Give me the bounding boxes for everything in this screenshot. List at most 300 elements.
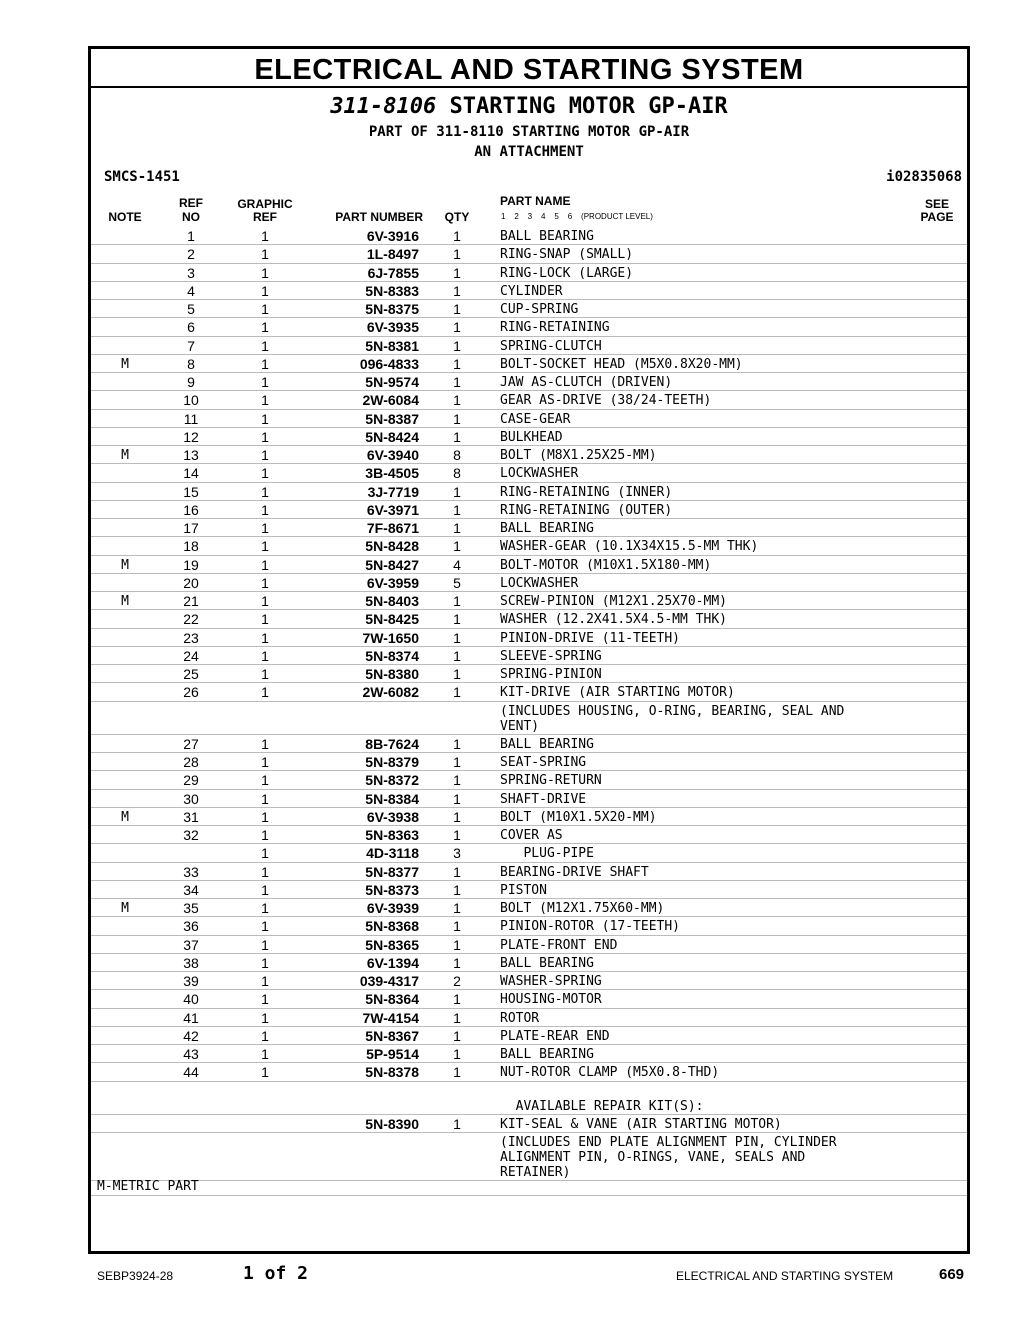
table-row — [91, 917, 967, 935]
header-qty: QTY — [444, 210, 470, 224]
table-row — [91, 391, 967, 409]
row-graphic-ref: 1 — [261, 936, 269, 953]
row-graphic-ref: 1 — [261, 246, 269, 263]
row-graphic-ref: 1 — [261, 808, 269, 825]
row-part-name: NUT-ROTOR CLAMP (M5X0.8-THD) — [500, 1065, 720, 1081]
row-ref-no: 23 — [183, 629, 199, 646]
row-graphic-ref: 1 — [261, 264, 269, 281]
table-row — [91, 483, 967, 501]
page-frame — [88, 46, 970, 1254]
table-row — [91, 264, 967, 282]
row-qty: 1 — [453, 246, 461, 263]
row-part-name: LOCKWASHER — [500, 575, 579, 591]
row-part-number: 5N-8424 — [365, 428, 419, 445]
row-part-number: 5N-9574 — [365, 374, 419, 390]
footer-section: ELECTRICAL AND STARTING SYSTEM — [676, 1269, 894, 1283]
table-row — [91, 683, 967, 701]
row-part-name: (INCLUDES HOUSING, O-RING, BEARING, SEAL AND VENT) — [500, 703, 845, 734]
illustration-id: i02835068 — [886, 169, 962, 185]
row-part-number: 5N-8364 — [365, 991, 419, 1008]
row-part-name: RING-LOCK (LARGE) — [500, 265, 634, 281]
table-row — [91, 1027, 967, 1045]
row-qty: 1 — [453, 735, 461, 752]
section-title: ELECTRICAL AND STARTING SYSTEM — [91, 52, 967, 88]
row-qty: 1 — [453, 337, 461, 354]
row-part-number: 5N-8383 — [365, 282, 419, 299]
row-part-number: 5N-8387 — [365, 410, 419, 427]
row-note: M — [121, 901, 129, 916]
page-of: 1 of 2 — [243, 1263, 309, 1284]
row-part-number: 6V-3916 — [366, 228, 419, 244]
row-qty: 1 — [453, 954, 461, 971]
row-ref-no: 13 — [183, 447, 199, 463]
row-qty: 1 — [453, 666, 461, 682]
table-row — [91, 300, 967, 318]
row-graphic-ref: 1 — [261, 392, 269, 409]
row-graphic-ref: 1 — [261, 863, 269, 880]
row-qty: 1 — [453, 991, 461, 1008]
row-graphic-ref: 1 — [261, 574, 269, 591]
row-part-name: HOUSING-MOTOR — [500, 992, 602, 1008]
row-ref-no: 32 — [183, 827, 199, 843]
row-part-name: PINION-ROTOR (17-TEETH) — [500, 919, 681, 935]
row-ref-no: 17 — [183, 520, 199, 536]
row-qty: 1 — [453, 754, 461, 770]
table-row — [91, 519, 967, 537]
row-part-name: SPRING-PINION — [500, 667, 602, 682]
row-ref-no: 36 — [183, 918, 199, 935]
row-graphic-ref: 1 — [261, 954, 269, 971]
row-qty: 1 — [453, 863, 461, 880]
row-qty: 1 — [453, 881, 461, 898]
row-part-number: 5N-8384 — [365, 790, 419, 807]
table-row — [91, 826, 967, 844]
row-graphic-ref: 1 — [261, 374, 269, 390]
row-qty: 1 — [453, 301, 461, 317]
row-qty: 1 — [453, 900, 461, 916]
group-title — [91, 94, 967, 119]
row-graphic-ref: 1 — [261, 827, 269, 843]
row-part-name: SPRING-CLUTCH — [500, 338, 602, 354]
row-ref-no: 42 — [183, 1027, 199, 1044]
row-part-number: 5N-8363 — [365, 827, 419, 843]
row-graphic-ref: 1 — [261, 410, 269, 427]
row-graphic-ref: 1 — [261, 1027, 269, 1044]
row-qty: 1 — [453, 684, 461, 701]
table-row — [91, 647, 967, 665]
row-graphic-ref: 1 — [261, 355, 269, 372]
row-part-number: 1L-8497 — [366, 246, 419, 263]
row-part-number: 5N-8375 — [365, 301, 419, 317]
smcs-code: SMCS-1451 — [104, 169, 180, 185]
row-ref-no: 39 — [183, 973, 199, 989]
table-row — [91, 410, 967, 428]
row-qty: 1 — [453, 611, 461, 628]
row-part-number: 6V-3935 — [366, 319, 419, 336]
table-row — [91, 863, 967, 881]
row-part-name: WASHER-GEAR (10.1X34X15.5-MM THK) — [500, 539, 759, 555]
row-qty: 1 — [453, 483, 461, 500]
row-qty: 2 — [453, 973, 461, 989]
row-qty: 1 — [453, 936, 461, 953]
row-ref-no: 21 — [183, 593, 199, 609]
row-graphic-ref: 1 — [261, 647, 269, 664]
table-row — [91, 1115, 967, 1133]
row-part-name: WASHER (12.2X41.5X4.5-MM THK) — [500, 612, 727, 628]
row-ref-no: 34 — [183, 881, 199, 898]
table-row — [91, 592, 967, 610]
table-row — [91, 790, 967, 808]
row-part-number: 2W-6082 — [362, 684, 419, 701]
row-part-number: 7W-4154 — [362, 1009, 419, 1026]
row-graphic-ref: 1 — [261, 483, 269, 500]
header-graphic-bottom: REF — [253, 210, 277, 224]
row-ref-no: 41 — [183, 1009, 199, 1026]
row-qty: 1 — [453, 827, 461, 843]
row-part-name: BALL BEARING — [500, 736, 594, 752]
row-part-number: 6V-3959 — [366, 574, 419, 591]
row-part-name: GEAR AS-DRIVE (38/24-TEETH) — [500, 393, 712, 409]
row-qty: 1 — [453, 264, 461, 281]
table-row — [91, 282, 967, 300]
row-ref-no: 6 — [187, 319, 195, 336]
row-qty: 1 — [453, 228, 461, 244]
row-ref-no: 11 — [183, 410, 199, 427]
row-part-name: (INCLUDES END PLATE ALIGNMENT PIN, CYLINDER ALIGNMENT PIN, O-RINGS, VANE, SEALS AND RETAINER) — [500, 1135, 837, 1180]
row-part-number: 6V-1394 — [366, 954, 419, 971]
table-row — [91, 355, 967, 373]
row-graphic-ref: 1 — [261, 1064, 269, 1081]
row-part-number: 5N-8390 — [365, 1115, 419, 1132]
row-graphic-ref: 1 — [261, 790, 269, 807]
row-ref-no: 9 — [187, 374, 195, 390]
row-qty: 4 — [453, 556, 461, 573]
row-ref-no: 24 — [183, 647, 199, 664]
row-graphic-ref: 1 — [261, 629, 269, 646]
table-row — [91, 665, 967, 683]
row-part-name: BOLT (M10X1.5X20-MM) — [500, 809, 657, 825]
row-part-name: BOLT (M12X1.75X60-MM) — [500, 901, 665, 916]
row-qty: 1 — [453, 319, 461, 336]
row-graphic-ref: 1 — [261, 973, 269, 989]
row-ref-no: 35 — [183, 900, 199, 916]
row-qty: 1 — [453, 1115, 461, 1132]
row-part-number: 5N-8374 — [365, 647, 419, 664]
row-graphic-ref: 1 — [261, 501, 269, 518]
row-part-name: JAW AS-CLUTCH (DRIVEN) — [500, 375, 673, 390]
row-ref-no: 20 — [183, 574, 199, 591]
row-ref-no: 15 — [183, 483, 199, 500]
row-qty: 1 — [453, 1046, 461, 1062]
row-ref-no: 37 — [183, 936, 199, 953]
row-graphic-ref: 1 — [261, 684, 269, 701]
parts-table — [91, 227, 967, 1181]
row-qty: 1 — [453, 629, 461, 646]
table-row — [91, 629, 967, 647]
header-graphic-top: GRAPHIC — [237, 197, 293, 211]
table-row — [91, 808, 967, 826]
row-qty: 8 — [453, 465, 461, 482]
row-note: M — [121, 356, 129, 372]
row-graphic-ref: 1 — [261, 228, 269, 244]
row-ref-no: 4 — [187, 282, 195, 299]
row-qty: 1 — [453, 538, 461, 555]
row-qty: 1 — [453, 918, 461, 935]
row-part-name: AVAILABLE REPAIR KIT(S): — [515, 1098, 704, 1114]
row-ref-no: 43 — [183, 1046, 199, 1062]
table-row — [91, 1133, 967, 1181]
row-part-name: BOLT-MOTOR (M10X1.5X180-MM) — [500, 557, 712, 573]
row-graphic-ref: 1 — [261, 611, 269, 628]
row-ref-no: 7 — [187, 337, 195, 354]
row-graphic-ref: 1 — [261, 918, 269, 935]
row-part-name: CUP-SPRING — [500, 302, 579, 317]
row-graphic-ref: 1 — [261, 538, 269, 555]
row-part-number: 5P-9514 — [366, 1046, 419, 1062]
row-part-name: BALL BEARING — [500, 229, 594, 244]
header-see-bottom: PAGE — [920, 210, 954, 224]
row-part-name: KIT-DRIVE (AIR STARTING MOTOR) — [500, 685, 735, 701]
row-ref-no: 30 — [183, 790, 199, 807]
row-part-number: 3B-4505 — [365, 465, 419, 482]
row-qty: 1 — [453, 392, 461, 409]
row-qty: 3 — [453, 845, 461, 862]
row-ref-no: 5 — [187, 301, 195, 317]
part-of-line: PART OF 311-8110 STARTING MOTOR GP-AIR — [368, 124, 690, 140]
row-part-number: 6V-3940 — [366, 447, 419, 463]
header-part-name: PART NAME — [500, 194, 571, 208]
row-ref-no: 2 — [187, 246, 195, 263]
row-part-name: PLUG-PIPE — [500, 846, 594, 862]
row-part-number: 4D-3118 — [366, 845, 419, 862]
table-row — [91, 574, 967, 592]
table-row — [91, 1082, 967, 1115]
row-part-name: SEAT-SPRING — [500, 755, 587, 770]
row-part-name: BOLT (M8X1.25X25-MM) — [500, 448, 657, 463]
row-part-name: CASE-GEAR — [500, 411, 571, 427]
row-part-number: 6V-3939 — [366, 900, 419, 916]
row-graphic-ref: 1 — [261, 1009, 269, 1026]
row-part-number: 5N-8403 — [365, 593, 419, 609]
table-row — [91, 428, 967, 446]
row-part-name: RING-RETAINING (INNER) — [500, 484, 673, 500]
row-ref-no: 19 — [183, 556, 199, 573]
row-part-name: BALL BEARING — [500, 1047, 594, 1062]
row-part-name: RING-SNAP (SMALL) — [500, 247, 634, 263]
row-part-number: 5N-8379 — [365, 754, 419, 770]
table-row — [91, 735, 967, 753]
row-qty: 1 — [453, 1064, 461, 1081]
table-row — [91, 899, 967, 917]
row-part-name: PLATE-REAR END — [500, 1028, 610, 1044]
row-part-number: 5N-8428 — [365, 538, 419, 555]
row-part-name: BEARING-DRIVE SHAFT — [500, 864, 649, 880]
row-qty: 1 — [453, 282, 461, 299]
row-ref-no: 38 — [183, 954, 199, 971]
row-part-number: 5N-8367 — [365, 1027, 419, 1044]
page-number: 669 — [939, 1266, 965, 1283]
row-ref-no: 33 — [183, 863, 199, 880]
table-row — [91, 464, 967, 482]
row-qty: 1 — [453, 772, 461, 789]
group-name: STARTING MOTOR GP-AIR — [449, 94, 728, 119]
row-qty: 1 — [453, 355, 461, 372]
row-part-number: 5N-8425 — [365, 611, 419, 628]
row-part-name: BALL BEARING — [500, 955, 594, 971]
row-note: M — [121, 594, 129, 609]
row-part-number: 7F-8671 — [366, 520, 419, 536]
row-part-name: LOCKWASHER — [500, 466, 579, 482]
row-qty: 1 — [453, 593, 461, 609]
row-ref-no: 40 — [183, 991, 199, 1008]
header-see-top: SEE — [924, 197, 949, 211]
row-ref-no: 44 — [183, 1064, 199, 1081]
table-row — [91, 990, 967, 1008]
row-graphic-ref: 1 — [261, 301, 269, 317]
row-part-number: 3J-7719 — [367, 483, 419, 500]
row-part-number: 096-4833 — [359, 355, 419, 372]
row-qty: 1 — [453, 647, 461, 664]
row-part-number: 5N-8381 — [365, 337, 419, 354]
row-graphic-ref: 1 — [261, 593, 269, 609]
header-ref-bottom: NO — [182, 210, 200, 224]
row-qty: 1 — [453, 428, 461, 445]
group-number: 311-8106 — [330, 94, 437, 119]
row-ref-no: 3 — [187, 264, 195, 281]
row-ref-no: 25 — [183, 666, 199, 682]
row-qty: 1 — [453, 410, 461, 427]
row-qty: 8 — [453, 447, 461, 463]
row-part-number: 5N-8368 — [365, 918, 419, 935]
row-qty: 5 — [453, 574, 461, 591]
row-ref-no: 10 — [183, 392, 199, 409]
row-part-name: SCREW-PINION (M12X1.25X70-MM) — [500, 594, 727, 609]
row-note: M — [121, 809, 129, 825]
row-graphic-ref: 1 — [261, 428, 269, 445]
table-row — [91, 844, 967, 862]
row-graphic-ref: 1 — [261, 772, 269, 789]
row-part-name: SPRING-RETURN — [500, 773, 602, 789]
row-part-number: 5N-8373 — [365, 881, 419, 898]
row-part-number: 8B-7624 — [365, 735, 419, 752]
row-graphic-ref: 1 — [261, 282, 269, 299]
row-ref-no: 27 — [183, 735, 199, 752]
row-graphic-ref: 1 — [261, 666, 269, 682]
table-row — [91, 1045, 967, 1063]
table-row — [91, 610, 967, 628]
row-part-name: BOLT-SOCKET HEAD (M5X0.8X20-MM) — [500, 356, 743, 372]
table-row — [91, 771, 967, 789]
row-part-number: 6V-3938 — [366, 808, 419, 825]
table-row — [91, 318, 967, 336]
row-ref-no: 29 — [183, 772, 199, 789]
row-part-name: BULKHEAD — [500, 429, 563, 445]
row-part-name: SLEEVE-SPRING — [500, 648, 602, 664]
table-row — [91, 972, 967, 990]
header-note: NOTE — [108, 210, 142, 224]
row-part-number: 5N-8377 — [365, 863, 419, 880]
table-row — [91, 556, 967, 574]
row-graphic-ref: 1 — [261, 447, 269, 463]
table-row — [91, 702, 967, 735]
metric-footnote: M-METRIC PART — [97, 1179, 199, 1194]
row-graphic-ref: 1 — [261, 337, 269, 354]
footnote-divider — [91, 1195, 967, 1196]
row-part-number: 6J-7855 — [367, 264, 419, 281]
row-graphic-ref: 1 — [261, 1046, 269, 1062]
attachment-line: AN ATTACHMENT — [474, 144, 584, 160]
header-part-number: PART NUMBER — [335, 210, 423, 224]
table-row — [91, 881, 967, 899]
table-row — [91, 954, 967, 972]
row-graphic-ref: 1 — [261, 900, 269, 916]
row-graphic-ref: 1 — [261, 520, 269, 536]
row-part-name: RING-RETAINING — [500, 320, 610, 336]
row-qty: 1 — [453, 520, 461, 536]
row-part-number: 5N-8378 — [365, 1064, 419, 1081]
row-part-number: 6V-3971 — [366, 501, 419, 518]
row-part-number: 5N-8372 — [365, 772, 419, 789]
row-qty: 1 — [453, 374, 461, 390]
row-qty: 1 — [453, 501, 461, 518]
row-ref-no: 14 — [183, 465, 199, 482]
table-row — [91, 1063, 967, 1081]
row-graphic-ref: 1 — [261, 754, 269, 770]
table-row — [91, 936, 967, 954]
header-product-level: 1 2 3 4 5 6 (PRODUCT LEVEL) — [501, 212, 653, 221]
row-part-name: PISTON — [500, 882, 547, 898]
table-row — [91, 373, 967, 391]
row-part-name: CYLINDER — [500, 283, 563, 299]
row-part-name: SHAFT-DRIVE — [500, 791, 587, 807]
row-qty: 1 — [453, 790, 461, 807]
row-part-name: COVER AS — [500, 828, 563, 843]
row-ref-no: 1 — [187, 228, 195, 244]
row-graphic-ref: 1 — [261, 556, 269, 573]
row-graphic-ref: 1 — [261, 991, 269, 1008]
row-qty: 1 — [453, 1027, 461, 1044]
row-part-name: PLATE-FRONT END — [500, 937, 618, 953]
row-graphic-ref: 1 — [261, 881, 269, 898]
row-part-number: 5N-8380 — [365, 666, 419, 682]
row-graphic-ref: 1 — [261, 845, 269, 862]
row-ref-no: 18 — [183, 538, 199, 555]
row-part-name: RING-RETAINING (OUTER) — [500, 502, 673, 518]
row-qty: 1 — [453, 1009, 461, 1026]
row-part-name: BALL BEARING — [500, 521, 594, 536]
document-number: SEBP3924-28 — [97, 1269, 174, 1283]
row-ref-no: 22 — [183, 611, 199, 628]
row-part-number: 5N-8365 — [365, 936, 419, 953]
table-row — [91, 753, 967, 771]
table-row — [91, 501, 967, 519]
row-part-name: KIT-SEAL & VANE (AIR STARTING MOTOR) — [500, 1116, 782, 1132]
row-ref-no: 28 — [183, 754, 199, 770]
table-row — [91, 337, 967, 355]
row-part-name: PINION-DRIVE (11-TEETH) — [500, 630, 681, 646]
table-row — [91, 227, 967, 245]
row-ref-no: 16 — [183, 501, 199, 518]
table-row — [91, 245, 967, 263]
row-ref-no: 12 — [183, 428, 199, 445]
row-part-number: 2W-6084 — [362, 392, 419, 409]
row-part-name: ROTOR — [500, 1010, 540, 1026]
row-part-number: 039-4317 — [359, 973, 419, 989]
row-ref-no: 26 — [183, 684, 199, 701]
row-graphic-ref: 1 — [261, 319, 269, 336]
row-ref-no: 31 — [183, 808, 199, 825]
row-note: M — [121, 448, 129, 463]
